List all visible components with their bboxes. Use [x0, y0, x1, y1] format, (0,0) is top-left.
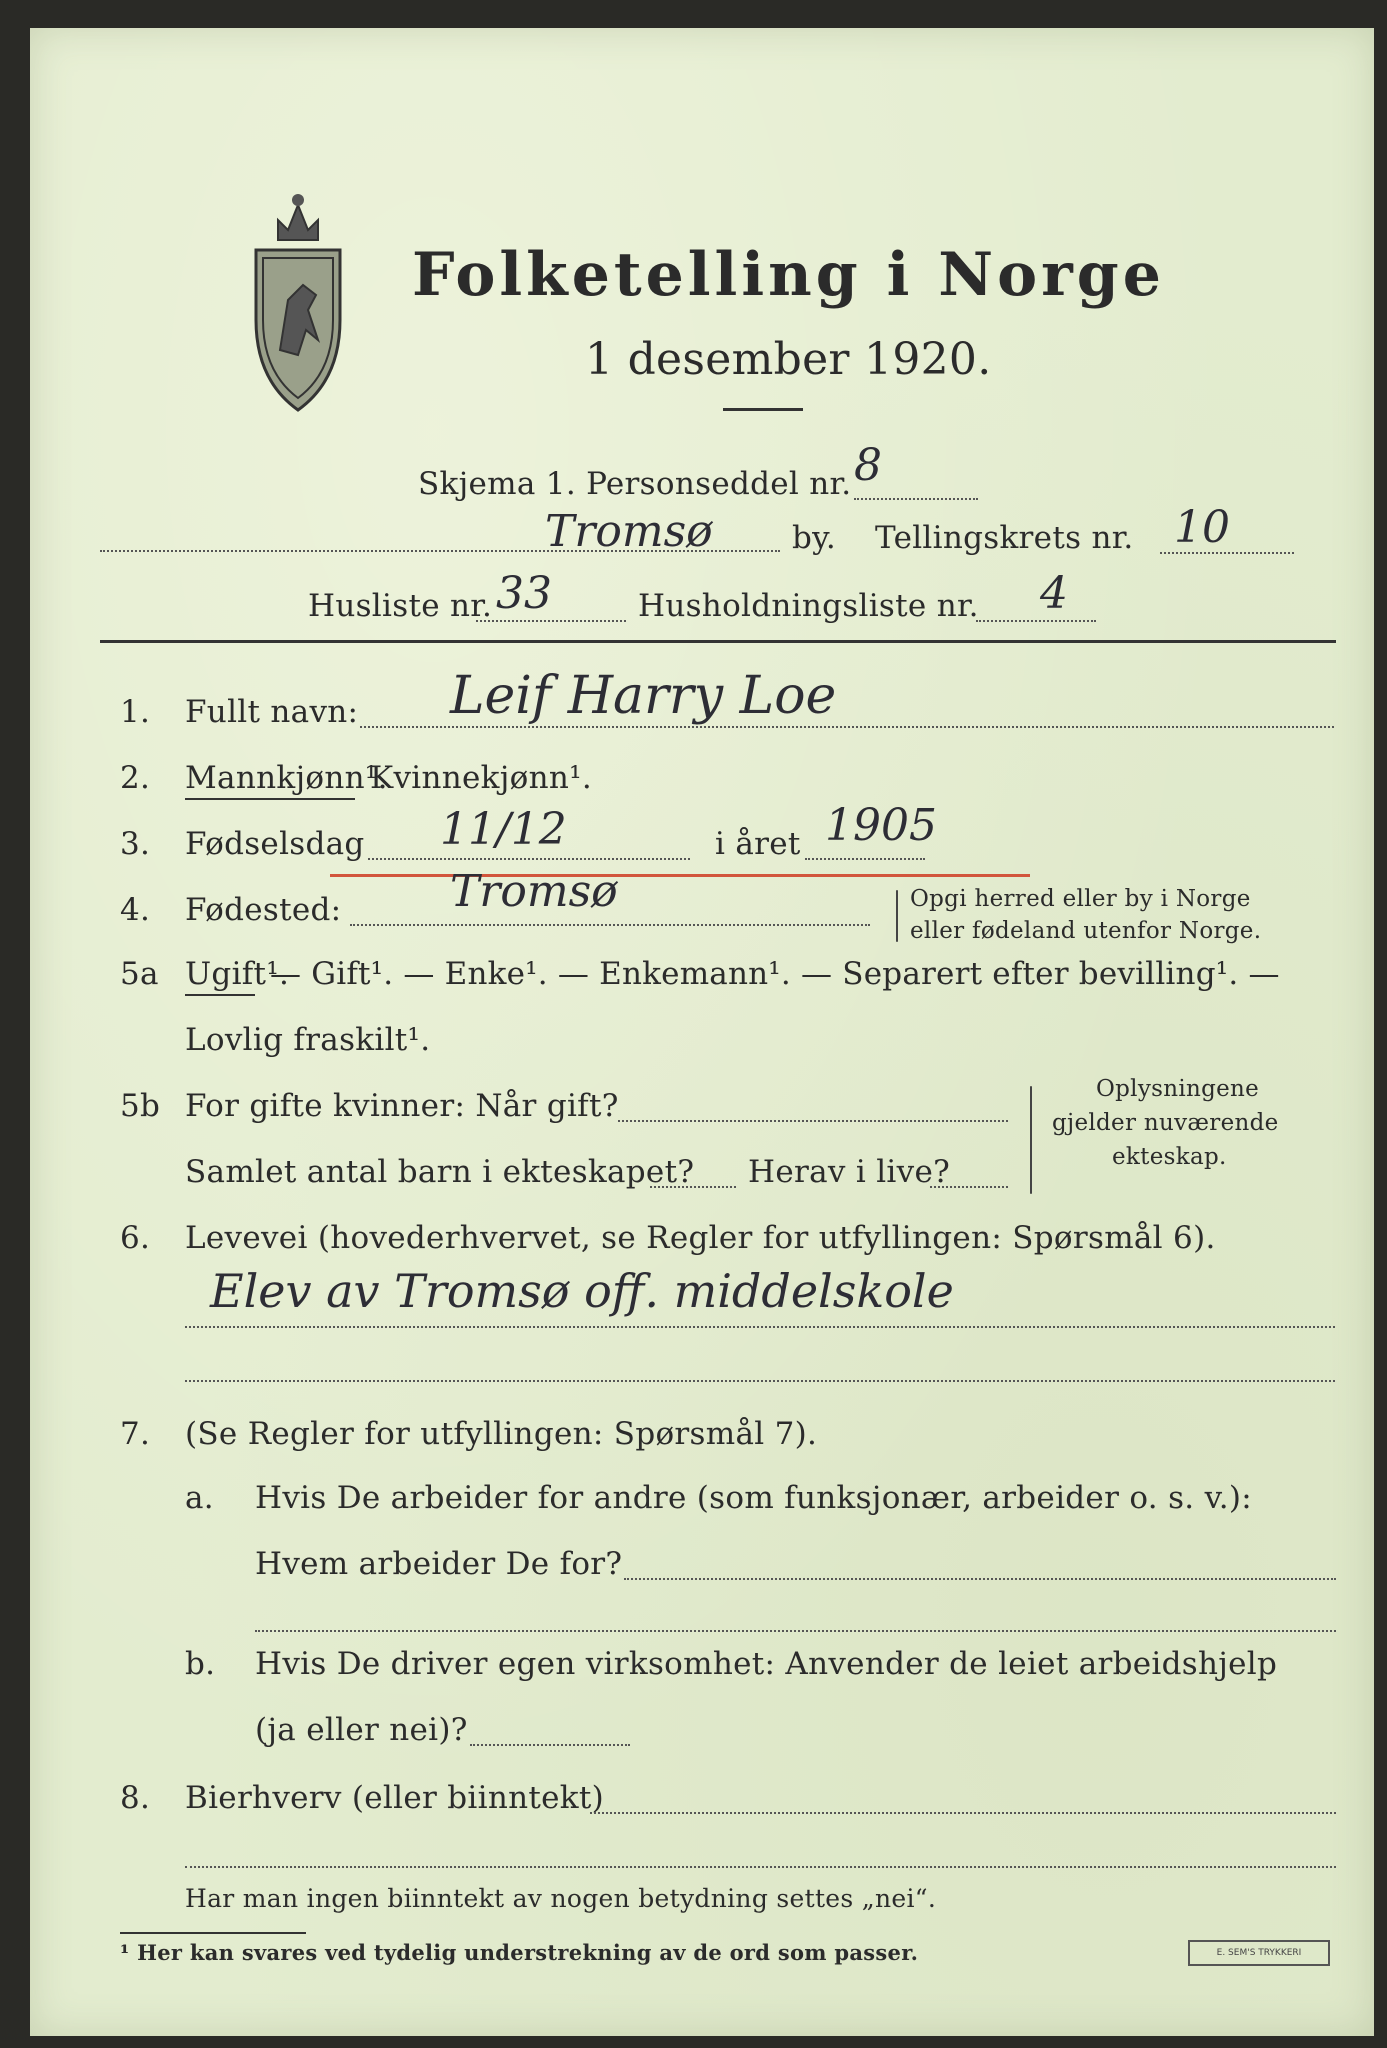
q1-label: Fullt navn:	[185, 694, 359, 730]
q6-dots2	[185, 1380, 1335, 1382]
q4-brace	[896, 890, 898, 942]
skjema-label: Skjema 1. Personseddel nr.	[418, 466, 852, 502]
q5b-married-when: For gifte kvinner: Når gift?	[185, 1088, 619, 1124]
form-title: Folketelling i Norge	[412, 240, 1165, 310]
q5b-dots3	[930, 1186, 1008, 1188]
year-label: i året	[715, 826, 801, 862]
title-divider	[723, 408, 803, 411]
q6-label: Levevei (hovederhvervet, se Regler for utfyllingen: Spørsmål 6).	[185, 1220, 1216, 1256]
q7a-dots1	[624, 1578, 1336, 1580]
q8-dots2	[185, 1866, 1336, 1868]
census-form	[30, 28, 1374, 2036]
q7-number: 7.	[120, 1416, 151, 1452]
q7-label: (Se Regler for utfyllingen: Spørsmål 7).	[185, 1416, 818, 1452]
q8-label: Bierhverv (eller biinntekt)	[185, 1780, 605, 1816]
q7b-line2: (ja eller nei)?	[255, 1712, 468, 1748]
q5b-brace	[1030, 1086, 1032, 1194]
q5a-number: 5a	[120, 956, 159, 992]
q4-label: Fødested:	[185, 892, 342, 928]
skjema-value[interactable]: 8	[854, 440, 882, 491]
q2-number: 2.	[120, 760, 151, 796]
q6-dots1	[185, 1326, 1335, 1328]
q8-dots1	[590, 1812, 1336, 1814]
hushold-dots	[976, 620, 1096, 622]
q7a-line1: Hvis De arbeider for andre (som funksjonær, arbeider o. s. v.):	[255, 1480, 1253, 1516]
q7a-dots2	[255, 1630, 1336, 1632]
q7a-letter: a.	[185, 1480, 214, 1516]
printer-stamp-text: E. SEM'S TRYKKERI	[1216, 1948, 1302, 1958]
q1-dots	[360, 726, 1334, 728]
kvinnekjonn-option[interactable]: Kvinnekjønn¹.	[370, 760, 593, 796]
q6-number: 6.	[120, 1220, 151, 1256]
mannkjonn-underline	[185, 798, 355, 800]
husliste-dots	[476, 620, 626, 622]
q8-number: 8.	[120, 1780, 151, 1816]
krets-label: Tellingskrets nr.	[875, 520, 1134, 556]
q1-number: 1.	[120, 694, 151, 730]
ugift-underline	[185, 994, 255, 996]
q5b-note2: gjelder nuværende	[1052, 1110, 1279, 1136]
q5b-number: 5b	[120, 1088, 161, 1124]
q7b-letter: b.	[185, 1646, 216, 1682]
mannkjonn-option[interactable]: Mannkjønn¹.	[185, 760, 388, 796]
footnote: ¹ Her kan svares ved tydelig understrekning av de ord som passer.	[120, 1940, 919, 1965]
q4-note-line2: eller fødeland utenfor Norge.	[910, 918, 1262, 944]
q5b-note3: ekteskap.	[1112, 1144, 1227, 1170]
red-underline	[330, 874, 1030, 877]
year-dots	[805, 858, 925, 860]
q5b-dots2	[650, 1186, 736, 1188]
hushold-value[interactable]: 4	[1040, 568, 1068, 619]
birthplace-value[interactable]: Tromsø	[450, 866, 618, 917]
q4-number: 4.	[120, 892, 151, 928]
q5b-alive: Herav i live?	[748, 1154, 951, 1190]
by-label: by.	[792, 520, 836, 556]
header-rule	[100, 640, 1336, 643]
husliste-label: Husliste nr.	[308, 588, 493, 624]
occupation-value[interactable]: Elev av Tromsø off. middelskole	[210, 1264, 954, 1318]
hushold-label: Husholdningsliste nr.	[638, 588, 979, 624]
fraskilt-option[interactable]: Lovlig fraskilt¹.	[185, 1022, 431, 1058]
q7b-dots	[470, 1744, 630, 1746]
q4-note-line1: Opgi herred eller by i Norge	[910, 886, 1251, 912]
city-value[interactable]: Tromsø	[545, 506, 713, 557]
krets-dots	[1160, 552, 1294, 554]
full-name-value[interactable]: Leif Harry Loe	[450, 666, 837, 726]
q5b-dots1	[618, 1120, 1008, 1122]
ugift-option[interactable]: Ugift¹.	[185, 956, 290, 992]
q7a-line2: Hvem arbeider De for?	[255, 1546, 623, 1582]
krets-value[interactable]: 10	[1174, 502, 1230, 553]
q3-number: 3.	[120, 826, 151, 862]
skjema-dots	[854, 498, 978, 500]
q7b-line1: Hvis De driver egen virksomhet: Anvender de leiet arbeidshjelp	[255, 1646, 1278, 1682]
husliste-value[interactable]: 33	[496, 568, 552, 619]
q5b-children: Samlet antal barn i ekteskapet?	[185, 1154, 695, 1190]
q3-label: Fødselsdag	[185, 826, 365, 862]
footer-note: Har man ingen biinntekt av nogen betydning settes „nei“.	[185, 1884, 937, 1913]
q5b-note1: Oplysningene	[1096, 1076, 1260, 1102]
coat-of-arms-icon	[248, 180, 348, 412]
footnote-divider	[120, 1932, 306, 1934]
q3-dots	[368, 858, 690, 860]
birthyear-value[interactable]: 1905	[825, 800, 937, 851]
marital-options[interactable]: — Gift¹. — Enke¹. — Enkemann¹. — Separert efter bevilling¹. —	[270, 956, 1280, 992]
printer-stamp	[1188, 1940, 1330, 1966]
census-date: 1 desember 1920.	[585, 334, 992, 385]
q4-dots	[350, 924, 870, 926]
birthdate-value[interactable]: 11/12	[440, 804, 567, 855]
